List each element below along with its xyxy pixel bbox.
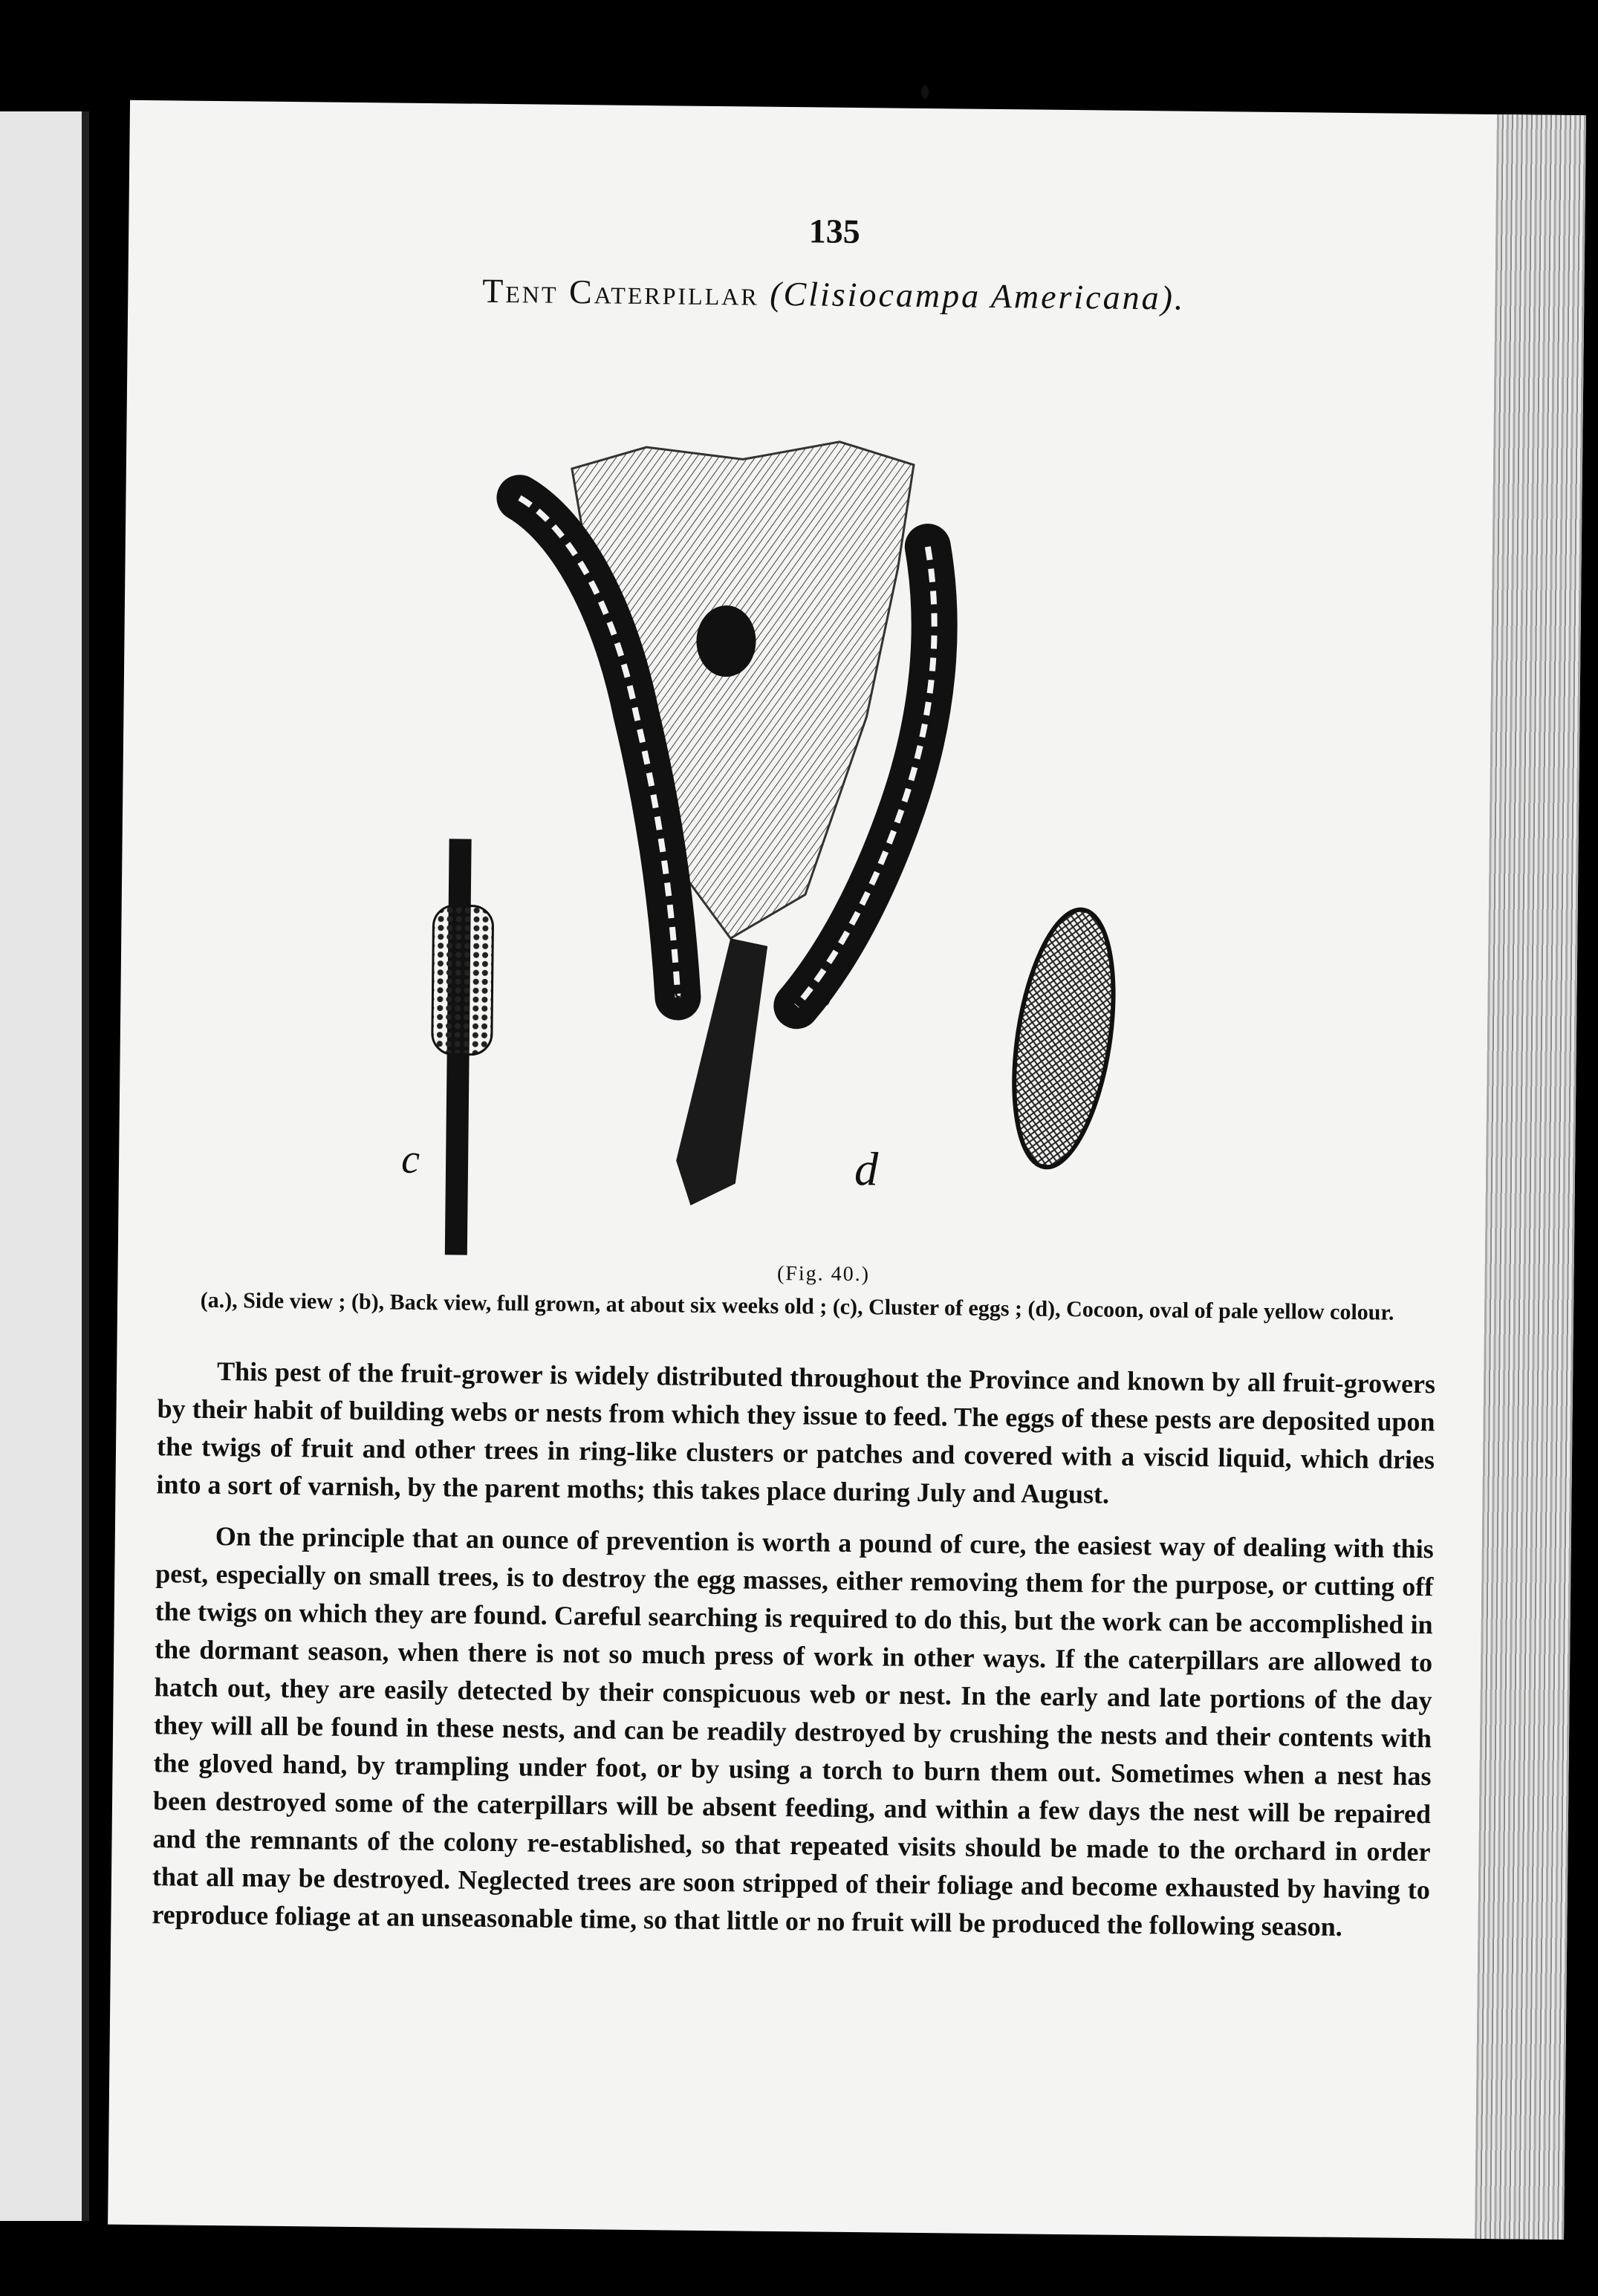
page-title <box>128 267 1539 322</box>
facing-page-edge <box>0 111 89 2221</box>
paragraph-2: On the principle that an ounce of prevention is worth a pound of cure, the easiest way of dealing with this pest, especially on small trees, is to destroy the egg masses, either removing them for the purpose, or cutting off the twigs on which they are found. Careful searching is required to do this, but the work can be accomplished in the dormant season, when there is not so much press of work in other ways. If the caterpillars are allowed to hatch out, they are easily detected by their conspicuous web or nest. In the early and late portions of the day they will all be found in these nests, and can be readily destroyed by crushing the nests and their contents with the gloved hand, by trampling under foot, or by using a torch to burn them out. Sometimes when a nest has been destroyed some of the caterpillars will be absent feeding, and within a few days the nest will be repaired and the remnants of the colony re-established, so that repeated visits should be made to the orchard in order that all may be destroyed. Neglected trees are soon stripped of their foliage and become exhausted by having to reproduce foliage at an unseasonable time, so that little or no fruit will be produced the following season. <box>152 1521 1434 1942</box>
book-page <box>108 100 1586 2240</box>
figure-letter-b: b <box>819 984 831 1012</box>
figure-letter-d: d <box>854 1142 879 1196</box>
figure-letter-c: c <box>400 1136 420 1183</box>
title-common-name: Tent Caterpillar <box>482 271 760 313</box>
egg-cluster <box>430 839 494 1255</box>
cocoon <box>998 903 1128 1174</box>
page-number: 135 <box>808 212 861 251</box>
figure-caption: (a.), Side view ; (b), Back view, full grown, at about six weeks old ; (c), Cluster of eggs ; (d), Cocoon, oval of pale yellow colour. <box>200 1287 1394 1325</box>
figure-letter-a: a <box>674 975 686 1003</box>
body-text <box>152 1352 1435 1960</box>
title-scientific-name: (Clisiocampa Americana). <box>769 274 1186 317</box>
paragraph-1: This pest of the fruit-grower is widely distributed throughout the Province and known by all fruit-growers by their habit of building webs or nests from which they issue to feed. The eggs of these pests are deposited upon the twigs of fruit and other trees in ring-like clusters or patches and covered with a viscid liquid, which dries into a sort of varnish, by the parent moths; this takes place during July and August. <box>156 1356 1436 1509</box>
tent-caterpillar-illustration <box>400 326 1168 1269</box>
page-edge-strip <box>1475 114 1586 2240</box>
scan-speck <box>921 85 929 99</box>
figure-number: (Fig. 40.) <box>776 1261 871 1287</box>
